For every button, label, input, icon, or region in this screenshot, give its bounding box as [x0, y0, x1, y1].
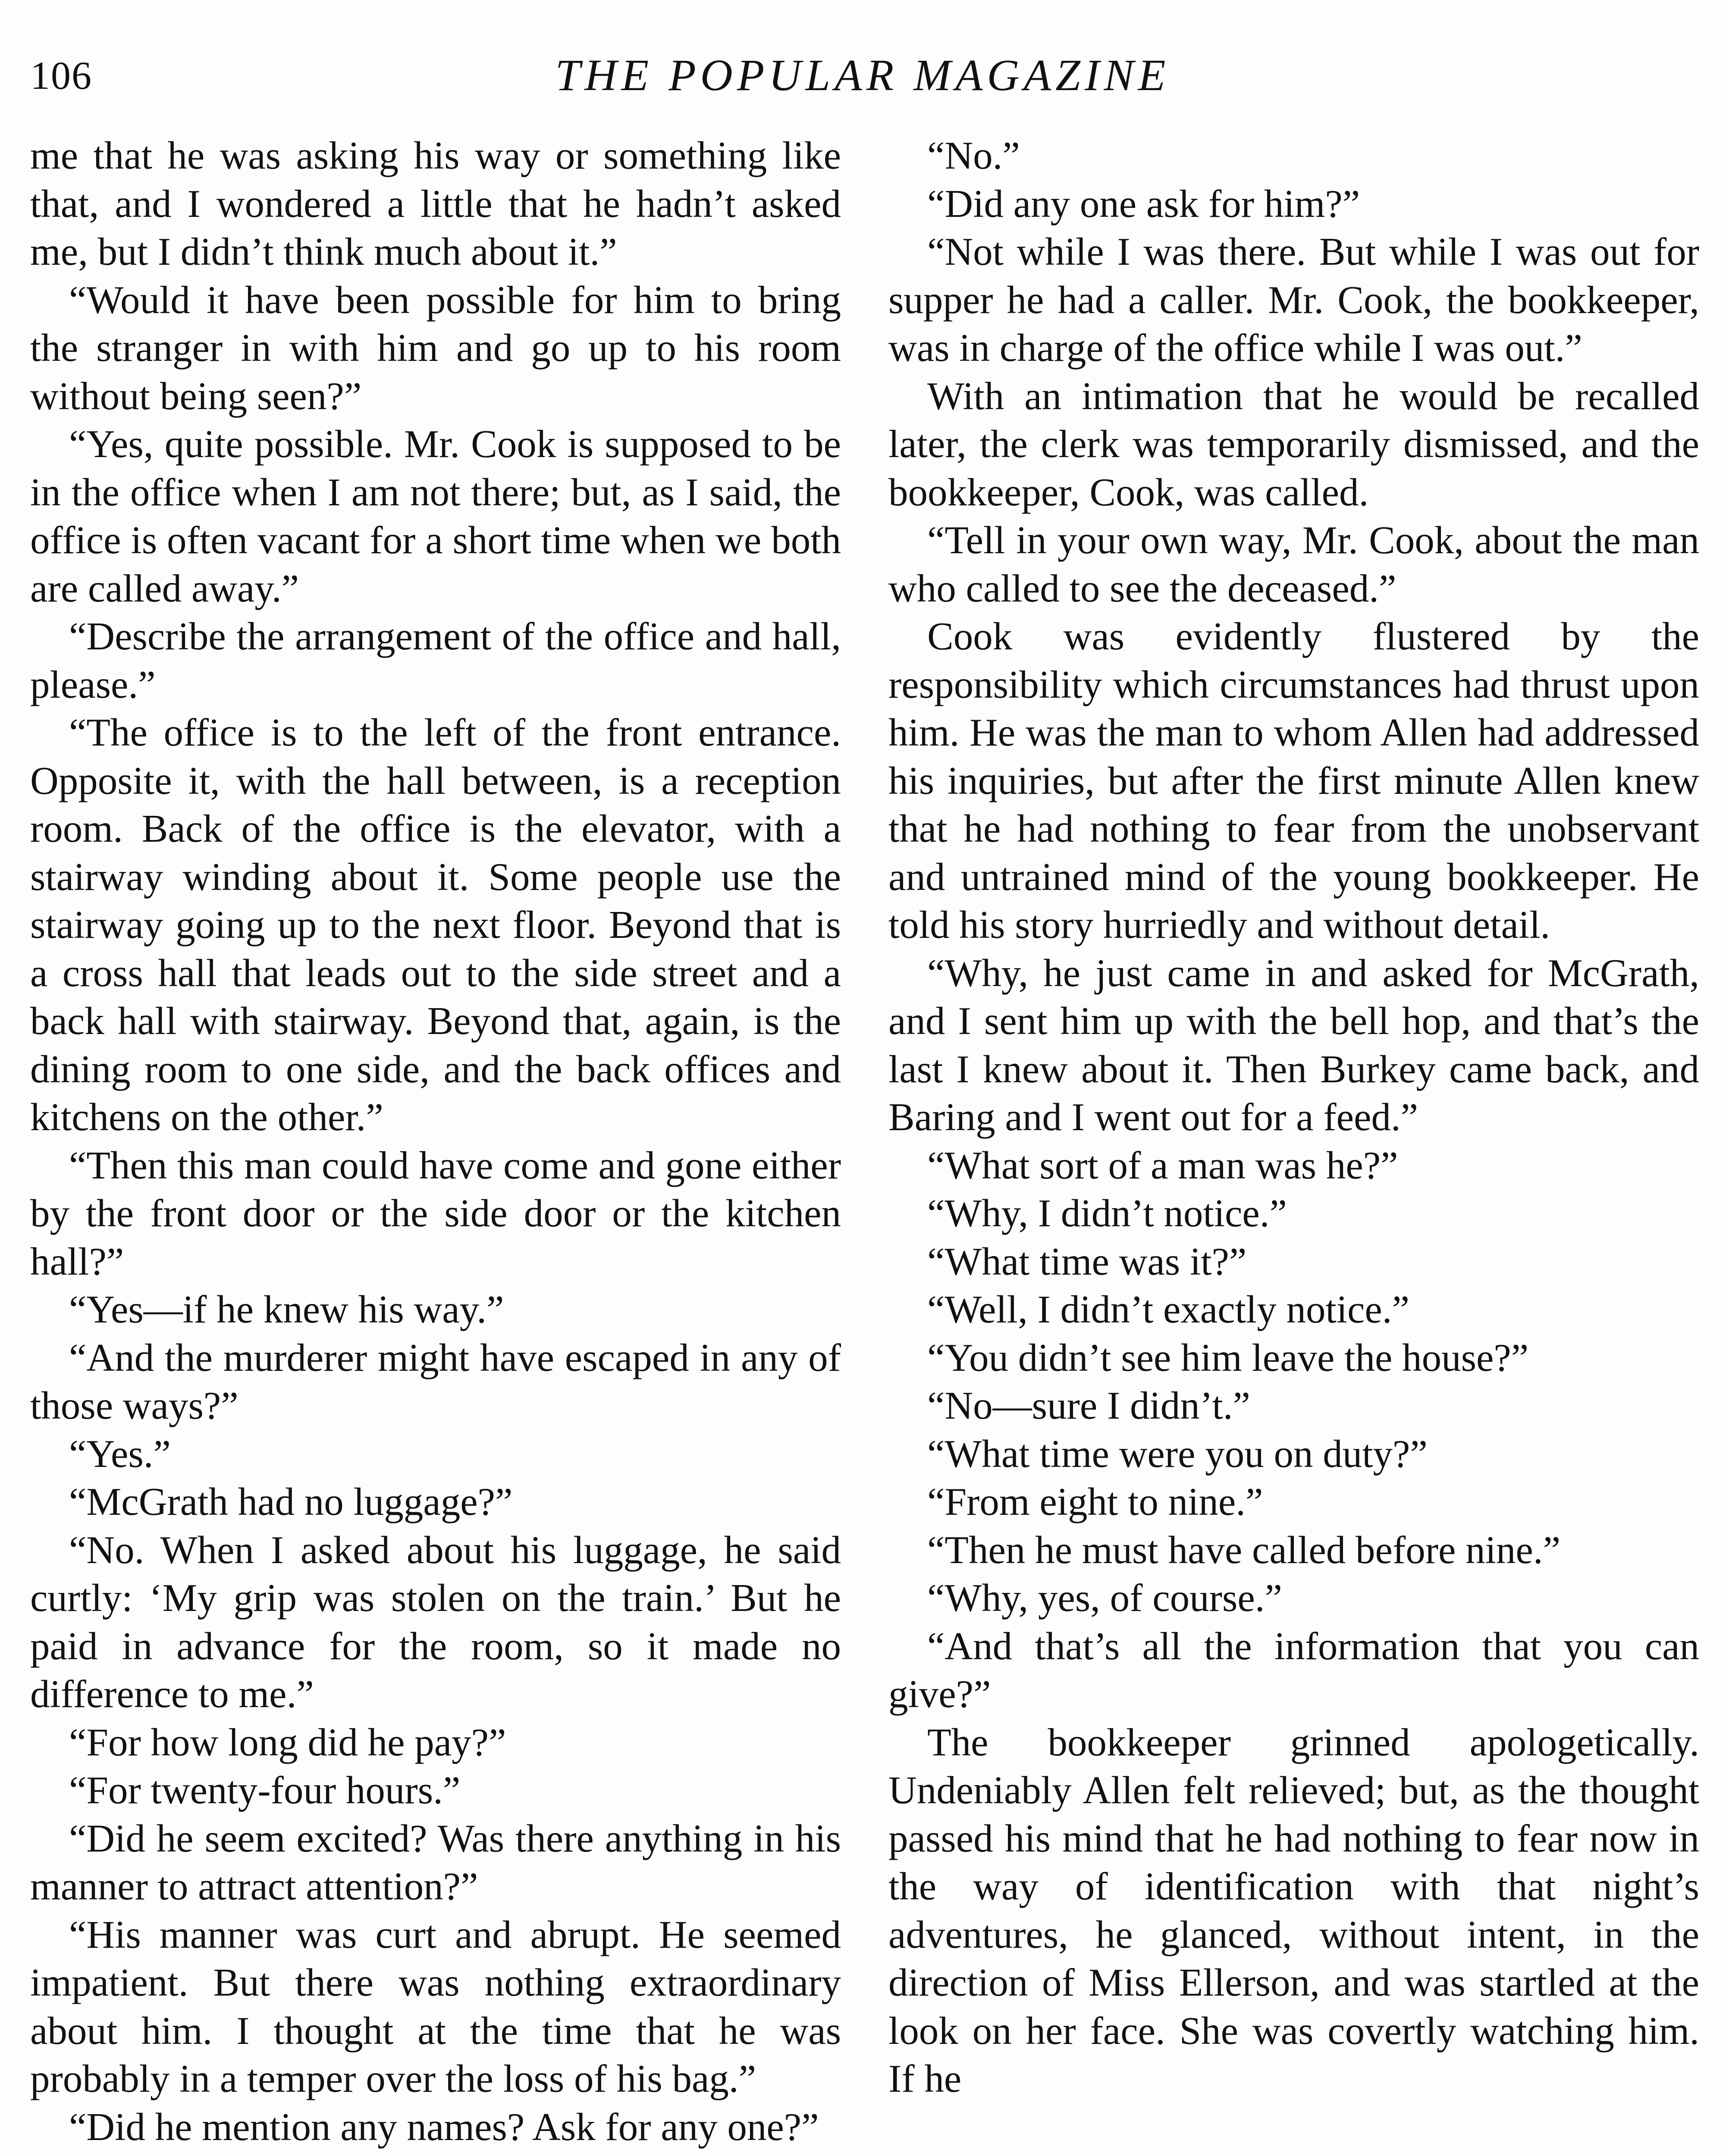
paragraph: With an intimation that he would be recalled later, the clerk was temporarily dismissed, and the bookkeeper, Cook, was called.	[888, 374, 1699, 514]
paragraph: “No—sure I didn’t.”	[927, 1384, 1250, 1427]
paragraph: “Would it have been possible for him to bring the stranger in with him and go up to his room without being seen?”	[30, 278, 841, 418]
paragraph: “The office is to the left of the front entrance. Opposite it, with the hall between, is a reception room. Back of the office is the elevator, with a stairway winding about it. Some people use the stairway going up to the next floor. Beyond that is a cross hall that leads out to the side street and a back hall with stairway. Beyond that, again, is the dining room to one side, and the back offices and kitchens on the other.”	[30, 711, 841, 1139]
paragraph: Cook was evidently flustered by the responsibility which circumstances had thrust upon him. He was the man to whom Allen had addressed his inquiries, but after the first minute Allen knew that he had nothing to fear from the unobservant and untrained mind of the young bookkeeper. He told his story hurriedly and without detail.	[888, 614, 1699, 946]
paragraph: “Yes.”	[69, 1432, 171, 1476]
paragraph: “Then this man could have come and gone either by the front door or the side door or the kitchen hall?”	[30, 1143, 841, 1283]
paragraph: “Yes—if he knew his way.”	[69, 1288, 504, 1331]
paragraph: “From eight to nine.”	[927, 1480, 1263, 1523]
paragraph: “Then he must have called before nine.”	[927, 1528, 1560, 1572]
paragraph: “Well, I didn’t exactly notice.”	[927, 1288, 1409, 1331]
paragraph: “Yes, quite possible. Mr. Cook is supposed to be in the office when I am not there; but, as I said, the office is often vacant for a short time when we both are called away.”	[30, 422, 841, 610]
paragraph: “Describe the arrangement of the office and hall, please.”	[30, 614, 841, 706]
left-column	[30, 132, 841, 2151]
paragraph: “No. When I asked about his luggage, he said curtly: ‘My grip was stolen on the train.’ But he paid in advance for the room, so it made no difference to me.”	[30, 1528, 841, 1716]
right-column	[888, 132, 1699, 2103]
paragraph: “And that’s all the information that you can give?”	[888, 1624, 1699, 1716]
paragraph: “Why, I didn’t notice.”	[927, 1191, 1287, 1235]
paragraph: “What time was it?”	[927, 1239, 1247, 1283]
paragraph: “For twenty-four hours.”	[69, 1768, 461, 1812]
paragraph: “His manner was curt and abrupt. He seemed impatient. But there was nothing extraordinary about him. I thought at the time that he was probably in a temper over the loss of his bag.”	[30, 1912, 841, 2100]
paragraph: “And the murderer might have escaped in any of those ways?”	[30, 1335, 841, 1427]
paragraph: “Not while I was there. But while I was out for supper he had a caller. Mr. Cook, the bookkeeper, was in charge of the office while I was out.”	[888, 230, 1699, 370]
paragraph: The bookkeeper grinned apologetically. Undeniably Allen felt relieved; but, as the thought passed his mind that he had nothing to fear now in the way of identification with that night’s adventures, he glanced, without intent, in the direction of Miss Ellerson, and was startled at the look on her face. She was covertly watching him. If he	[888, 1720, 1699, 2100]
paragraph: “Why, he just came in and asked for McGrath, and I sent him up with the bell hop, and that’s the last I knew about it. Then Burkey came back, and Baring and I went out for a feed.”	[888, 951, 1699, 1139]
paragraph: “No.”	[927, 134, 1020, 177]
paragraph: “Why, yes, of course.”	[927, 1576, 1282, 1620]
running-head: THE POPULAR MAGAZINE	[555, 50, 1170, 100]
paragraph: “McGrath had no luggage?”	[69, 1480, 513, 1523]
page-header	[30, 45, 1695, 106]
paragraph: “Did he mention any names? Ask for any one?”	[69, 2105, 819, 2149]
paragraph: “Did he seem excited? Was there anything in his manner to attract attention?”	[30, 1816, 841, 1908]
page-number: 106	[30, 53, 92, 97]
paragraph: “Tell in your own way, Mr. Cook, about the man who called to see the deceased.”	[888, 518, 1699, 610]
paragraph: “You didn’t see him leave the house?”	[927, 1335, 1529, 1379]
paragraph: “What time were you on duty?”	[927, 1432, 1428, 1476]
paragraph: “Did any one ask for him?”	[927, 182, 1360, 226]
paragraph: me that he was asking his way or something like that, and I wondered a little that he hadn’t asked me, but I didn’t think much about it.”	[30, 134, 841, 273]
paragraph: “What sort of a man was he?”	[927, 1143, 1398, 1187]
paragraph: “For how long did he pay?”	[69, 1720, 506, 1764]
